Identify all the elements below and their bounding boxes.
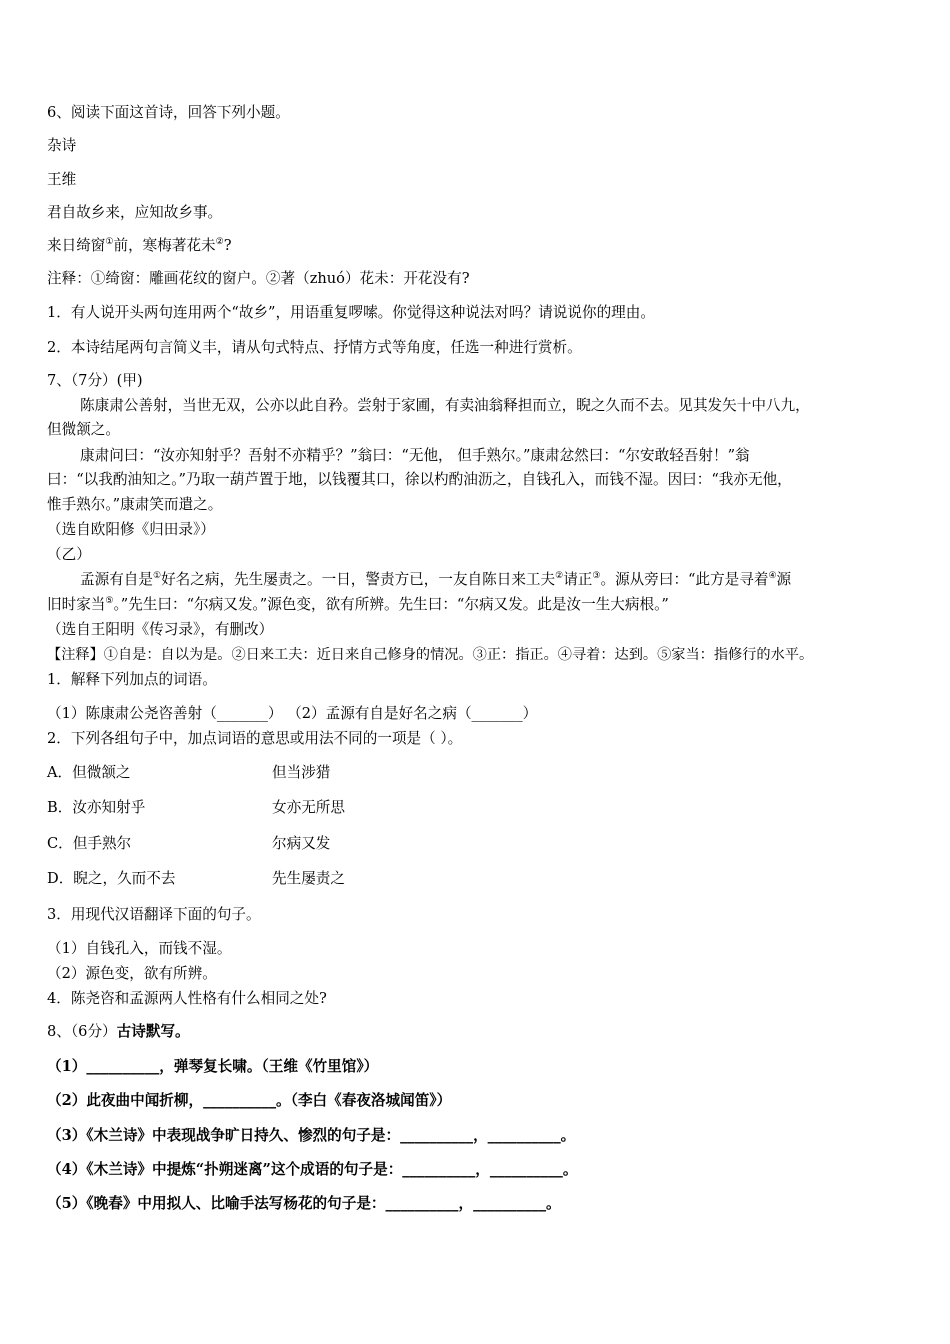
q7-sub1: 1．解释下列加点的词语。 [47, 671, 217, 688]
jia-source: （选自欧阳修《归田录》） [47, 521, 215, 538]
q8-item-2: （2）此夜曲中闻折柳，__________。（李白《春夜洛城闻笛》） [47, 1092, 452, 1109]
q7-sub1-blanks: （1）陈康肃公尧咨善射（_______） （2）孟源有自是好名之病（_______） [47, 705, 538, 722]
q7-note: 【注释】①自是：自以为是。②日来工夫：近日来自己修身的情况。③正：指正。④寻着：达到。⑤家当：指修行的水平。 [47, 647, 814, 663]
yi-label: （乙） [47, 546, 91, 563]
poem-line-2: 来日绮窗①前，寒梅著花未②? [47, 237, 232, 254]
yi-line1: 孟源有自是①好名之病，先生屡责之。一日，警责方已，一友自陈日来工夫②请正③。源从旁曰：“此方是寻着④源 [80, 571, 792, 588]
jia-p2-line2: 曰：“以我酌油知之。”乃取一葫芦置于地，以钱覆其口，徐以杓酌油沥之，自钱孔入，而钱不湿。因曰：“我亦无他， [47, 471, 792, 488]
q8-item-5: （5）《晚春》中用拟人、比喻手法写杨花的句子是：__________，__________。 [47, 1195, 561, 1212]
yi-source: （选自王阳明《传习录》，有删改） [47, 621, 274, 638]
q6-sub1: 1．有人说开头两句连用两个“故乡”，用语重复啰嗦。你觉得这种说法对吗？请说说你的理由。 [47, 304, 655, 321]
q6-intro: 6、阅读下面这首诗，回答下列小题。 [47, 104, 290, 121]
q7-sub3-2: （2）源色变，欲有所辨。 [47, 965, 217, 982]
q7-sub2: 2．下列各组句子中，加点词语的意思或用法不同的一项是（ ）。 [47, 730, 463, 747]
poem-author: 王维 [47, 171, 77, 188]
q6-note: 注释：①绮窗：雕画花纹的窗户。②著（zhuó）花未：开花没有? [47, 270, 470, 287]
q7-sub3: 3．用现代汉语翻译下面的句子。 [47, 906, 261, 923]
option-b: B．汝亦知射乎 女亦无所思 [47, 799, 345, 816]
option-a: A．但微颔之 但当涉猎 [47, 764, 331, 781]
jia-p1-line2: 但微颔之。 [47, 421, 120, 438]
jia-p1-line1: 陈康肃公善射，当世无双，公亦以此自矜。尝射于家圃，有卖油翁释担而立，睨之久而不去。见其发矢十中八九， [80, 397, 810, 414]
q7-sub3-1: （1）自钱孔入，而钱不湿。 [47, 940, 232, 957]
option-d: D．睨之，久而不去 先生屡责之 [47, 870, 345, 887]
poem-line-1: 君自故乡来，应知故乡事。 [47, 204, 223, 221]
q8-header: 8、（6分）古诗默写。 [47, 1023, 190, 1040]
q8-item-3: （3）《木兰诗》中表现战争旷日持久、惨烈的句子是：__________，__________。 [47, 1127, 576, 1144]
poem-title: 杂诗 [47, 137, 77, 154]
q8-item-4: （4）《木兰诗》中提炼“扑朔迷离”这个成语的句子是：__________，__________。 [47, 1161, 578, 1178]
q7-header: 7、（7分）(甲) [47, 372, 143, 389]
yi-line2: 旧时家当⑤。”先生曰：“尔病又发。”源色变，欲有所辨。先生曰：“尔病又发。此是汝一生大病根。” [47, 596, 669, 613]
jia-p2-line1: 康肃问曰：“汝亦知射乎？吾射不亦精乎？”翁曰：“无他， 但手熟尔。”康肃忿然曰：“尔安敢轻吾射！”翁 [80, 447, 750, 464]
option-c: C．但手熟尔 尔病又发 [47, 835, 331, 852]
q7-sub4: 4．陈尧咨和孟源两人性格有什么相同之处? [47, 990, 327, 1007]
q6-sub2: 2．本诗结尾两句言简义丰，请从句式特点、抒情方式等角度，任选一种进行赏析。 [47, 339, 582, 356]
jia-p2-line3: 惟手熟尔。”康肃笑而遣之。 [47, 496, 223, 513]
q8-item-1: （1）__________，弹琴复长啸。（王维《竹里馆》） [47, 1058, 379, 1075]
